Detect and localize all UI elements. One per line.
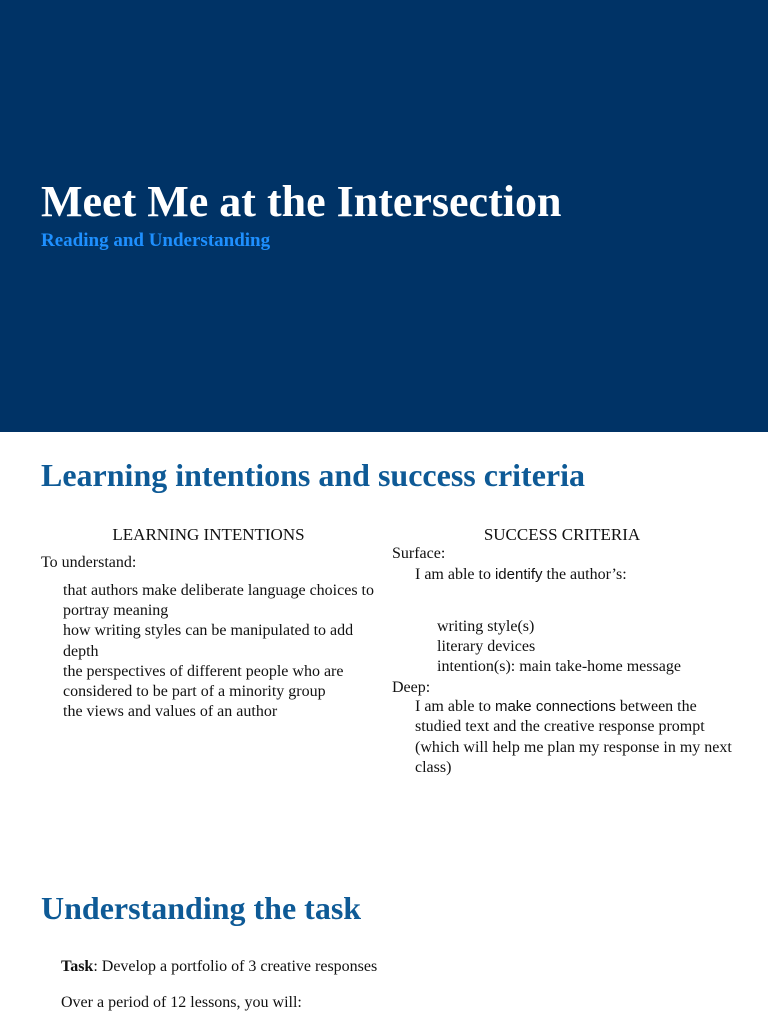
surface-item: writing style(s): [437, 618, 535, 635]
task-text: : Develop a portfolio of 3 creative responses: [93, 958, 378, 975]
surface-prefix: I am able to: [415, 566, 495, 583]
deep-criterion: [415, 697, 735, 778]
task-section-heading: Understanding the task: [41, 890, 362, 926]
learning-intention-item: the views and values of an author: [63, 703, 278, 721]
surface-item: literary devices: [437, 638, 536, 655]
learning-intention-item: the perspectives of different people who are considered to be part of a minority group: [63, 662, 344, 701]
deep-prefix: I am able to: [415, 698, 495, 715]
deep-label: Deep:: [392, 679, 431, 696]
identify-keyword: identify: [494, 566, 543, 583]
period-description: Over a period of 12 lessons, you will:: [61, 994, 302, 1011]
task-description: [61, 957, 377, 977]
make-connections-keyword: make connections: [494, 698, 616, 715]
learning-intention-item: how writing styles can be manipulated to add depth: [63, 622, 354, 660]
title-slide: [0, 0, 768, 432]
task-label: Task: [61, 958, 94, 975]
deep-suffix: between the studied text and the creative response prompt (which will help me plan my response in my next class): [415, 698, 732, 776]
surface-items-list: [437, 617, 681, 677]
learning-section-heading: Learning intentions and success criteria: [41, 457, 585, 493]
surface-label: Surface:: [392, 545, 446, 562]
presentation-title: Meet Me at the Intersection: [41, 177, 562, 226]
learning-intentions-heading: LEARNING INTENTIONS: [112, 525, 305, 544]
learning-intentions-list: [63, 581, 383, 722]
surface-criterion: [415, 565, 627, 585]
learning-intentions-intro: To understand:: [41, 554, 137, 571]
learning-intention-item: that authors make deliberate language choices to portray meaning: [63, 582, 374, 620]
surface-item: intention(s): main take-home message: [437, 658, 681, 675]
success-criteria-heading: SUCCESS CRITERIA: [483, 525, 641, 544]
surface-suffix: the author’s:: [542, 566, 627, 583]
presentation-subtitle: Reading and Understanding: [41, 230, 271, 251]
